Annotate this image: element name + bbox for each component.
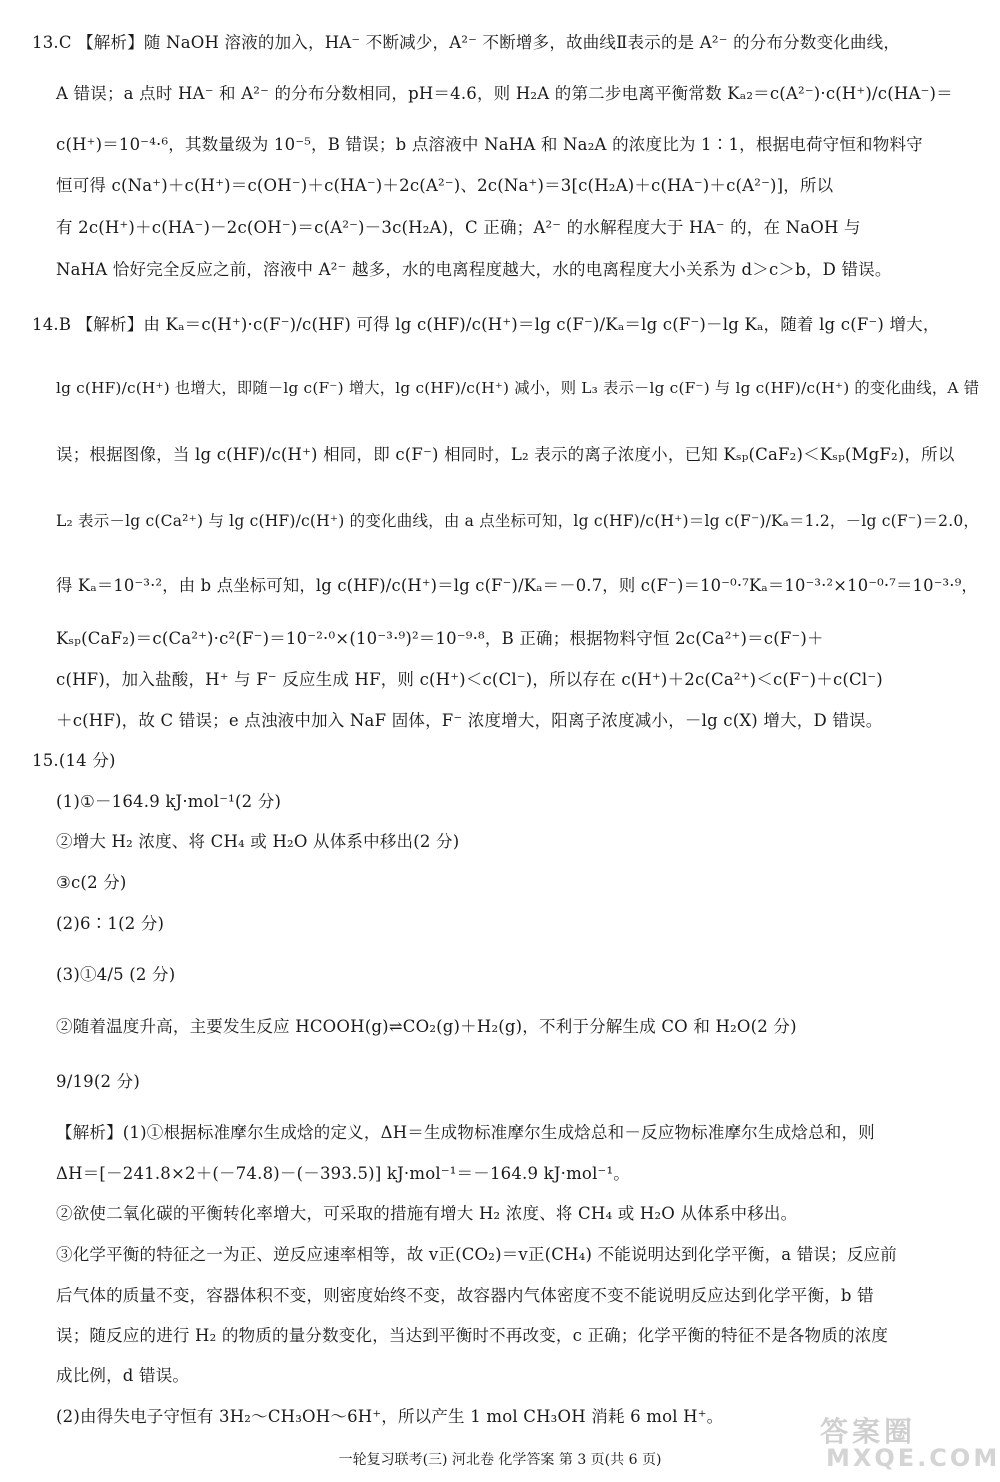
text-line: 【解析】(1)①根据标准摩尔生成焓的定义，ΔH＝生成物标准摩尔生成焓总和－反应物标准摩尔生成焓总和，则 (56, 1123, 875, 1142)
text-line: 成比例，d 错误。 (56, 1366, 190, 1385)
text-line: (1)①－164.9 kJ·mol⁻¹(2 分) (56, 792, 282, 811)
text-line: Kₛₚ(CaF₂)＝c(Ca²⁺)·c²(F⁻)＝10⁻²·⁰×(10⁻³·⁹)²＝10⁻⁹·⁸，B 正确；根据物料守恒 2c(Ca²⁺)＝c(F⁻)＋ (56, 629, 824, 648)
text-line: 恒可得 c(Na⁺)＋c(H⁺)＝c(OH⁻)＋c(HA⁻)＋2c(A²⁻)、2c(Na⁺)＝3[c(H₂A)＋c(HA⁻)＋c(A²⁻)]，所以 (56, 176, 834, 195)
text-line: 得 Kₐ＝10⁻³·²，由 b 点坐标可知，lg c(HF)/c(H⁺)＝lg c(F⁻)/Kₐ＝－0.7，则 c(F⁻)＝10⁻⁰·⁷Kₐ＝10⁻³·²×10⁻⁰·⁷＝10⁻³·⁹， (56, 576, 978, 595)
watermark-en: MXQE.COM (826, 1444, 1000, 1472)
text-line: (2)6∶1(2 分) (56, 914, 165, 933)
text-line: 有 2c(H⁺)＋c(HA⁻)－2c(OH⁻)＝c(A²⁻)－3c(H₂A)，C 正确；A²⁻ 的水解程度大于 HA⁻ 的，在 NaOH 与 (56, 218, 861, 237)
text-line: 9/19(2 分) (56, 1072, 140, 1091)
text-line: 后气体的质量不变，容器体积不变，则密度始终不变，故容器内气体密度不变不能说明反应达到化学平衡，b 错 (56, 1286, 874, 1305)
text-line: c(HF)，加入盐酸，H⁺ 与 F⁻ 反应生成 HF，则 c(H⁺)＜c(Cl⁻)，所以存在 c(H⁺)＋2c(Ca²⁺)＜c(F⁻)＋c(Cl⁻) (56, 670, 883, 689)
text-line: ②欲使二氧化碳的平衡转化率增大，可采取的措施有增大 H₂ 浓度、将 CH₄ 或 H₂O 从体系中移出。 (56, 1204, 798, 1223)
text-line: c(H⁺)＝10⁻⁴·⁶，其数量级为 10⁻⁵，B 错误；b 点溶液中 NaHA 和 Na₂A 的浓度比为 1∶1，根据电荷守恒和物料守 (56, 135, 923, 154)
watermark-logo (814, 1410, 1000, 1476)
text-line: (2)由得失电子守恒有 3H₂～CH₃OH～6H⁺，所以产生 1 mol CH₃OH 消耗 6 mol H⁺。 (56, 1407, 724, 1426)
text-line: ＋c(HF)，故 C 错误；e 点浊液中加入 NaF 固体，F⁻ 浓度增大，阳离子浓度减小，－lg c(X) 增大，D 错误。 (56, 711, 883, 730)
text-line: 误；随反应的进行 H₂ 的物质的量分数变化，当达到平衡时不再改变，c 正确；化学平衡的特征不是各物质的浓度 (56, 1326, 889, 1345)
text-line: ③c(2 分) (56, 873, 127, 892)
text-line: L₂ 表示－lg c(Ca²⁺) 与 lg c(HF)/c(H⁺) 的变化曲线，由 a 点坐标可知，lg c(HF)/c(H⁺)＝lg c(F⁻)/Kₐ＝1.2，－lg c(F⁻)＝2.0， (56, 512, 980, 530)
page-footer: 一轮复习联考(三) 河北卷 化学答案 第 3 页(共 6 页) (338, 1452, 662, 1468)
text-line: 14.B 【解析】由 Kₐ＝c(H⁺)·c(F⁻)/c(HF) 可得 lg c(HF)/c(H⁺)＝lg c(F⁻)/Kₐ＝lg c(F⁻)－lg Kₐ，随着 lg c(F⁻) 增大， (32, 315, 940, 334)
text-line: A 错误；a 点时 HA⁻ 和 A²⁻ 的分布分数相同，pH＝4.6，则 H₂A 的第二步电离平衡常数 Kₐ₂＝c(A²⁻)·c(H⁺)/c(HA⁻)＝ (56, 84, 953, 103)
text-line: NaHA 恰好完全反应之前，溶液中 A²⁻ 越多，水的电离程度越大，水的电离程度大小关系为 d＞c＞b，D 错误。 (56, 260, 892, 279)
text-line: ③化学平衡的特征之一为正、逆反应速率相等，故 v正(CO₂)＝v正(CH₄) 不能说明达到化学平衡，a 错误；反应前 (56, 1245, 897, 1264)
text-line: 误；根据图像，当 lg c(HF)/c(H⁺) 相同，即 c(F⁻) 相同时，L₂ 表示的离子浓度小，已知 Kₛₚ(CaF₂)＜Kₛₚ(MgF₂)，所以 (56, 445, 955, 464)
text-line: ΔH＝[－241.8×2＋(－74.8)－(－393.5)] kJ·mol⁻¹＝－164.9 kJ·mol⁻¹。 (56, 1164, 630, 1183)
text-line: lg c(HF)/c(H⁺) 也增大，即随－lg c(F⁻) 增大，lg c(HF)/c(H⁺) 减小，则 L₃ 表示－lg c(F⁻) 与 lg c(HF)/c(H⁺) 的变化曲线，A 错 (56, 379, 980, 397)
text-line: 13.C 【解析】随 NaOH 溶液的加入，HA⁻ 不断减少，A²⁻ 不断增多，故曲线Ⅱ表示的是 A²⁻ 的分布分数变化曲线， (32, 33, 901, 52)
text-line: ②随着温度升高，主要发生反应 HCOOH(g)⇌CO₂(g)＋H₂(g)，不利于分解生成 CO 和 H₂O(2 分) (56, 1017, 797, 1036)
watermark-cn: 答案圈 (820, 1415, 917, 1448)
text-line: (3)①4/5 (2 分) (56, 965, 176, 984)
text-line: ②增大 H₂ 浓度、将 CH₄ 或 H₂O 从体系中移出(2 分) (56, 832, 460, 851)
text-line: 15.(14 分) (32, 751, 116, 770)
